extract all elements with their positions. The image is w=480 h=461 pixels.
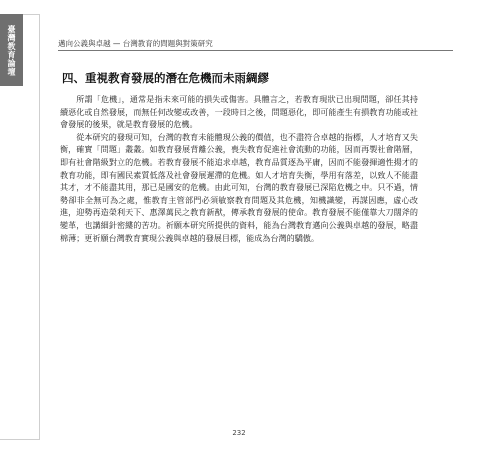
- paragraph: 從本研究的發現可知，台灣的教育未能體現公義的價值，也不盡符合卓越的指標，人才培育又失衡，確實「問題」叢叢。如教育發展背離公義，喪失教育促進社會流動的功能，因而再製社會階層，即有社會階級對立的危機。若教育發展不能追求卓越，教育品質逐為平庸，因而不能發揮適性揚才的教育功能，即有國民素質低落及社會發展遲滯的危機。如人才培育失衡，學用有落差，以致人不能盡其才，才不能盡其用，那已是國安的危機。由此可知，台灣的教育發展已深陷危機之中。只不過，情勢卻非全無可為之處，惟教育主管部門必須敏察教育問題及其危機，知機識變，再謀因應，虛心改進，迎勢再造榮利天下、惠澤萬民之教育新猷，傳承教育發展的使命。教育發展不能僅靠大刀闊斧的變革，也講細針密縷的苦功。祈願本研究所提供的資料，能為台灣教育邁向公義與卓越的發展，略盡棉薄；更祈願台灣教育實現公義與卓越的發展目標，能成為台灣的驕傲。: [60, 131, 418, 243]
- paragraph: 所謂「危機」，通常是指未來可能的損失或傷害。具體言之，若教育現狀已出現問題，卻任其持續惡化或自然發展，而無任何改變或改善，一段時日之後，問題惡化，即可能產生有損教育功能或社會發展的後果，就是教育發展的危機。: [60, 94, 418, 130]
- section-title: 四、重視教育發展的潛在危機而未雨綢繆: [62, 71, 269, 85]
- body-text: [60, 93, 418, 353]
- running-header: 邁向公義與卓越 — 台灣教育的問題與對策研究: [58, 38, 453, 51]
- chapter-side-tab: [0, 14, 23, 86]
- page-number: 232: [232, 429, 246, 437]
- chapter-side-tab-label: 臺灣教育論壇: [7, 24, 16, 76]
